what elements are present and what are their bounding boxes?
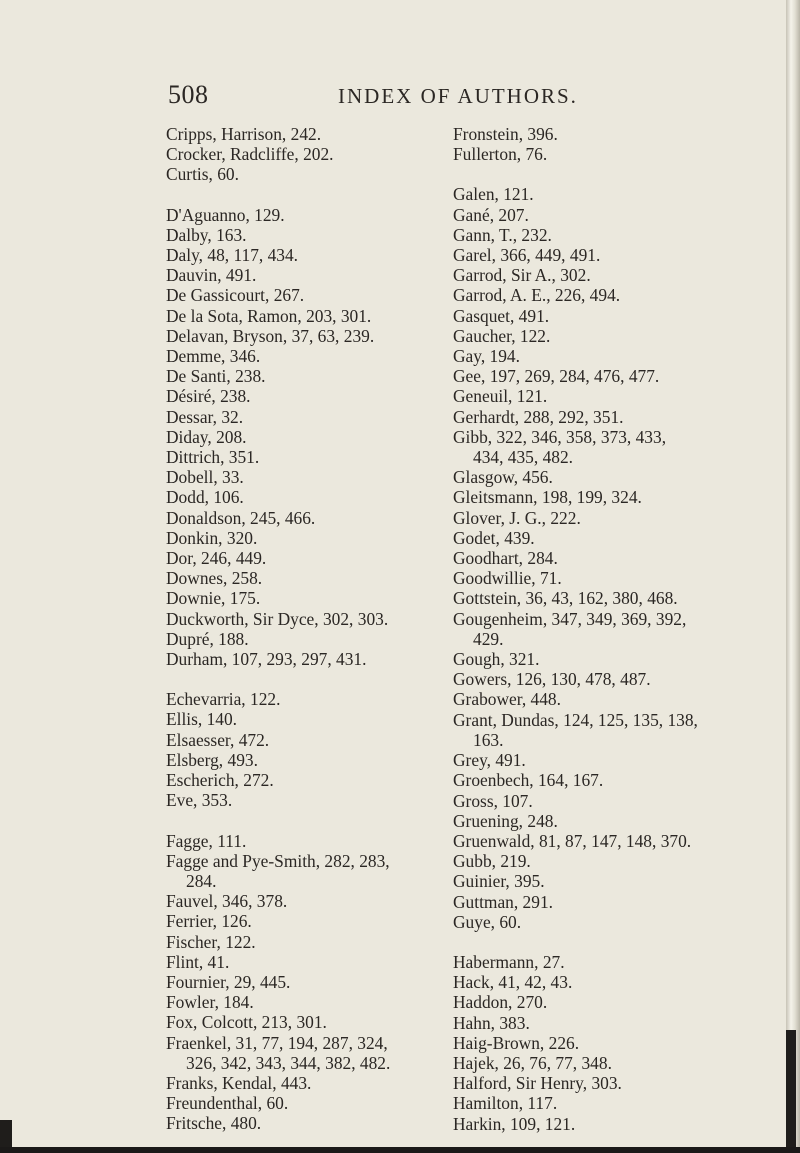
index-entry: Elsberg, 493. [166, 749, 258, 770]
index-entry: Harkin, 109, 121. [453, 1113, 576, 1134]
index-entry: Gaucher, 122. [453, 325, 551, 346]
index-entry: Glover, J. G., 222. [453, 507, 581, 528]
index-entry: Dalby, 163. [166, 224, 247, 245]
index-entry: Goodhart, 284. [453, 548, 558, 569]
index-entry: Guinier, 395. [453, 871, 545, 892]
index-entry: Demme, 346. [166, 346, 261, 367]
index-entry: Gowers, 126, 130, 478, 487. [453, 669, 651, 690]
index-entry: Gerhardt, 288, 292, 351. [453, 406, 624, 427]
page-edge [786, 0, 800, 1153]
index-entry: De Santi, 238. [166, 366, 266, 387]
index-entry: Downie, 175. [166, 588, 261, 609]
index-entry: Hack, 41, 42, 43. [453, 972, 573, 993]
index-entry: Delavan, Bryson, 37, 63, 239. [166, 325, 375, 346]
index-entry: 434, 435, 482. [473, 447, 573, 468]
index-entry: Gané, 207. [453, 204, 529, 225]
index-entry: Habermann, 27. [453, 951, 565, 972]
index-entry: Gay, 194. [453, 346, 520, 367]
index-entry: Downes, 258. [166, 568, 263, 589]
index-entry: Gibb, 322, 346, 358, 373, 433, [453, 426, 667, 447]
index-entry: Garrod, A. E., 226, 494. [453, 285, 621, 306]
index-entry: Gasquet, 491. [453, 305, 550, 326]
index-entry: Gruening, 248. [453, 810, 558, 831]
section-gap [166, 811, 466, 831]
index-entry: Escherich, 272. [166, 770, 274, 791]
index-entry: Guye, 60. [453, 911, 522, 932]
index-entry: Echevarria, 122. [166, 689, 281, 710]
index-entry: Garel, 366, 449, 491. [453, 245, 601, 266]
index-entry: Fagge and Pye-Smith, 282, 283, [166, 850, 390, 871]
index-entry: Gleitsmann, 198, 199, 324. [453, 487, 642, 508]
index-entry: De la Sota, Ramon, 203, 301. [166, 305, 372, 326]
index-entry: 429. [473, 628, 504, 649]
index-entry: Dor, 246, 449. [166, 548, 267, 569]
index-entry: Groenbech, 164, 167. [453, 770, 604, 791]
index-entry: Fraenkel, 31, 77, 194, 287, 324, [166, 1032, 388, 1053]
index-entry: Fowler, 184. [166, 992, 254, 1013]
index-entry: Désiré, 238. [166, 386, 251, 407]
index-entry: 163. [473, 729, 504, 750]
index-entry: Hamilton, 117. [453, 1093, 558, 1114]
index-entry: Dodd, 106. [166, 487, 244, 508]
index-entry: Gruenwald, 81, 87, 147, 148, 370. [453, 830, 692, 851]
index-entry: Hahn, 383. [453, 1012, 530, 1033]
index-entry: D'Aguanno, 129. [166, 204, 285, 225]
section-gap [453, 932, 753, 952]
index-entry: Durham, 107, 293, 297, 431. [166, 649, 367, 670]
index-entry: Grey, 491. [453, 750, 526, 771]
index-entry: Galen, 121. [453, 184, 534, 205]
scan-border [0, 1147, 800, 1153]
index-entry: Fox, Colcott, 213, 301. [166, 1012, 327, 1033]
index-entry: Dittrich, 351. [166, 447, 260, 468]
index-entry: 284. [186, 870, 217, 891]
index-entry: Duckworth, Sir Dyce, 302, 303. [166, 608, 389, 629]
index-entry: Guttman, 291. [453, 891, 553, 912]
index-entry: Fritsche, 480. [166, 1113, 262, 1134]
index-entry: Grant, Dundas, 124, 125, 135, 138, [453, 709, 698, 730]
index-entry: 326, 342, 343, 344, 382, 482. [186, 1052, 391, 1073]
index-entry: Eve, 353. [166, 790, 233, 811]
page-header [0, 80, 786, 110]
index-entry: Gubb, 219. [453, 851, 531, 872]
index-entry: Haig-Brown, 226. [453, 1032, 580, 1053]
index-entry: Gough, 321. [453, 649, 540, 670]
index-entry: Gougenheim, 347, 349, 369, 392, [453, 608, 687, 629]
index-entry: Elsaesser, 472. [166, 729, 270, 750]
left-index-column [166, 124, 466, 1134]
index-entry: Fullerton, 76. [453, 144, 548, 165]
index-entry: Gross, 107. [453, 790, 533, 811]
index-entry: De Gassicourt, 267. [166, 285, 305, 306]
index-entry: Daly, 48, 117, 434. [166, 245, 299, 266]
index-entry: Dessar, 32. [166, 406, 244, 427]
index-entry: Cripps, Harrison, 242. [166, 124, 322, 144]
running-head: INDEX OF AUTHORS. [338, 84, 578, 108]
index-entry: Fagge, 111. [166, 830, 247, 851]
index-entry: Diday, 208. [166, 426, 247, 447]
index-entry: Dobell, 33. [166, 467, 244, 488]
index-entry: Gottstein, 36, 43, 162, 380, 468. [453, 588, 678, 609]
index-entry: Franks, Kendal, 443. [166, 1072, 312, 1093]
section-gap [453, 164, 753, 184]
index-entry: Donaldson, 245, 466. [166, 507, 316, 528]
section-gap [166, 185, 466, 205]
index-entry: Haddon, 270. [453, 992, 548, 1013]
section-gap [166, 669, 466, 689]
index-entry: Godet, 439. [453, 527, 535, 548]
index-entry: Donkin, 320. [166, 527, 258, 548]
index-entry: Hajek, 26, 76, 77, 348. [453, 1052, 612, 1073]
right-index-column [453, 124, 753, 1134]
index-entry: Fournier, 29, 445. [166, 971, 291, 992]
index-entry: Ellis, 140. [166, 709, 238, 730]
index-entry: Garrod, Sir A., 302. [453, 265, 591, 286]
index-entry: Fischer, 122. [166, 931, 256, 952]
index-entry: Freundenthal, 60. [166, 1093, 289, 1114]
index-entry: Fronstein, 396. [453, 124, 558, 144]
index-entry: Gann, T., 232. [453, 224, 552, 245]
index-entry: Dupré, 188. [166, 628, 249, 649]
index-entry: Dauvin, 491. [166, 265, 257, 286]
index-entry: Grabower, 448. [453, 689, 561, 710]
index-entry: Glasgow, 456. [453, 467, 553, 488]
index-entry: Goodwillie, 71. [453, 568, 562, 589]
index-entry: Flint, 41. [166, 951, 230, 972]
index-entry: Geneuil, 121. [453, 386, 548, 407]
index-entry: Gee, 197, 269, 284, 476, 477. [453, 366, 660, 387]
index-entry: Fauvel, 346, 378. [166, 891, 288, 912]
index-entry: Crocker, Radcliffe, 202. [166, 144, 334, 165]
index-entry: Ferrier, 126. [166, 911, 252, 932]
index-entry: Halford, Sir Henry, 303. [453, 1073, 622, 1094]
page-number: 508 [168, 80, 209, 109]
index-entry: Curtis, 60. [166, 164, 239, 185]
